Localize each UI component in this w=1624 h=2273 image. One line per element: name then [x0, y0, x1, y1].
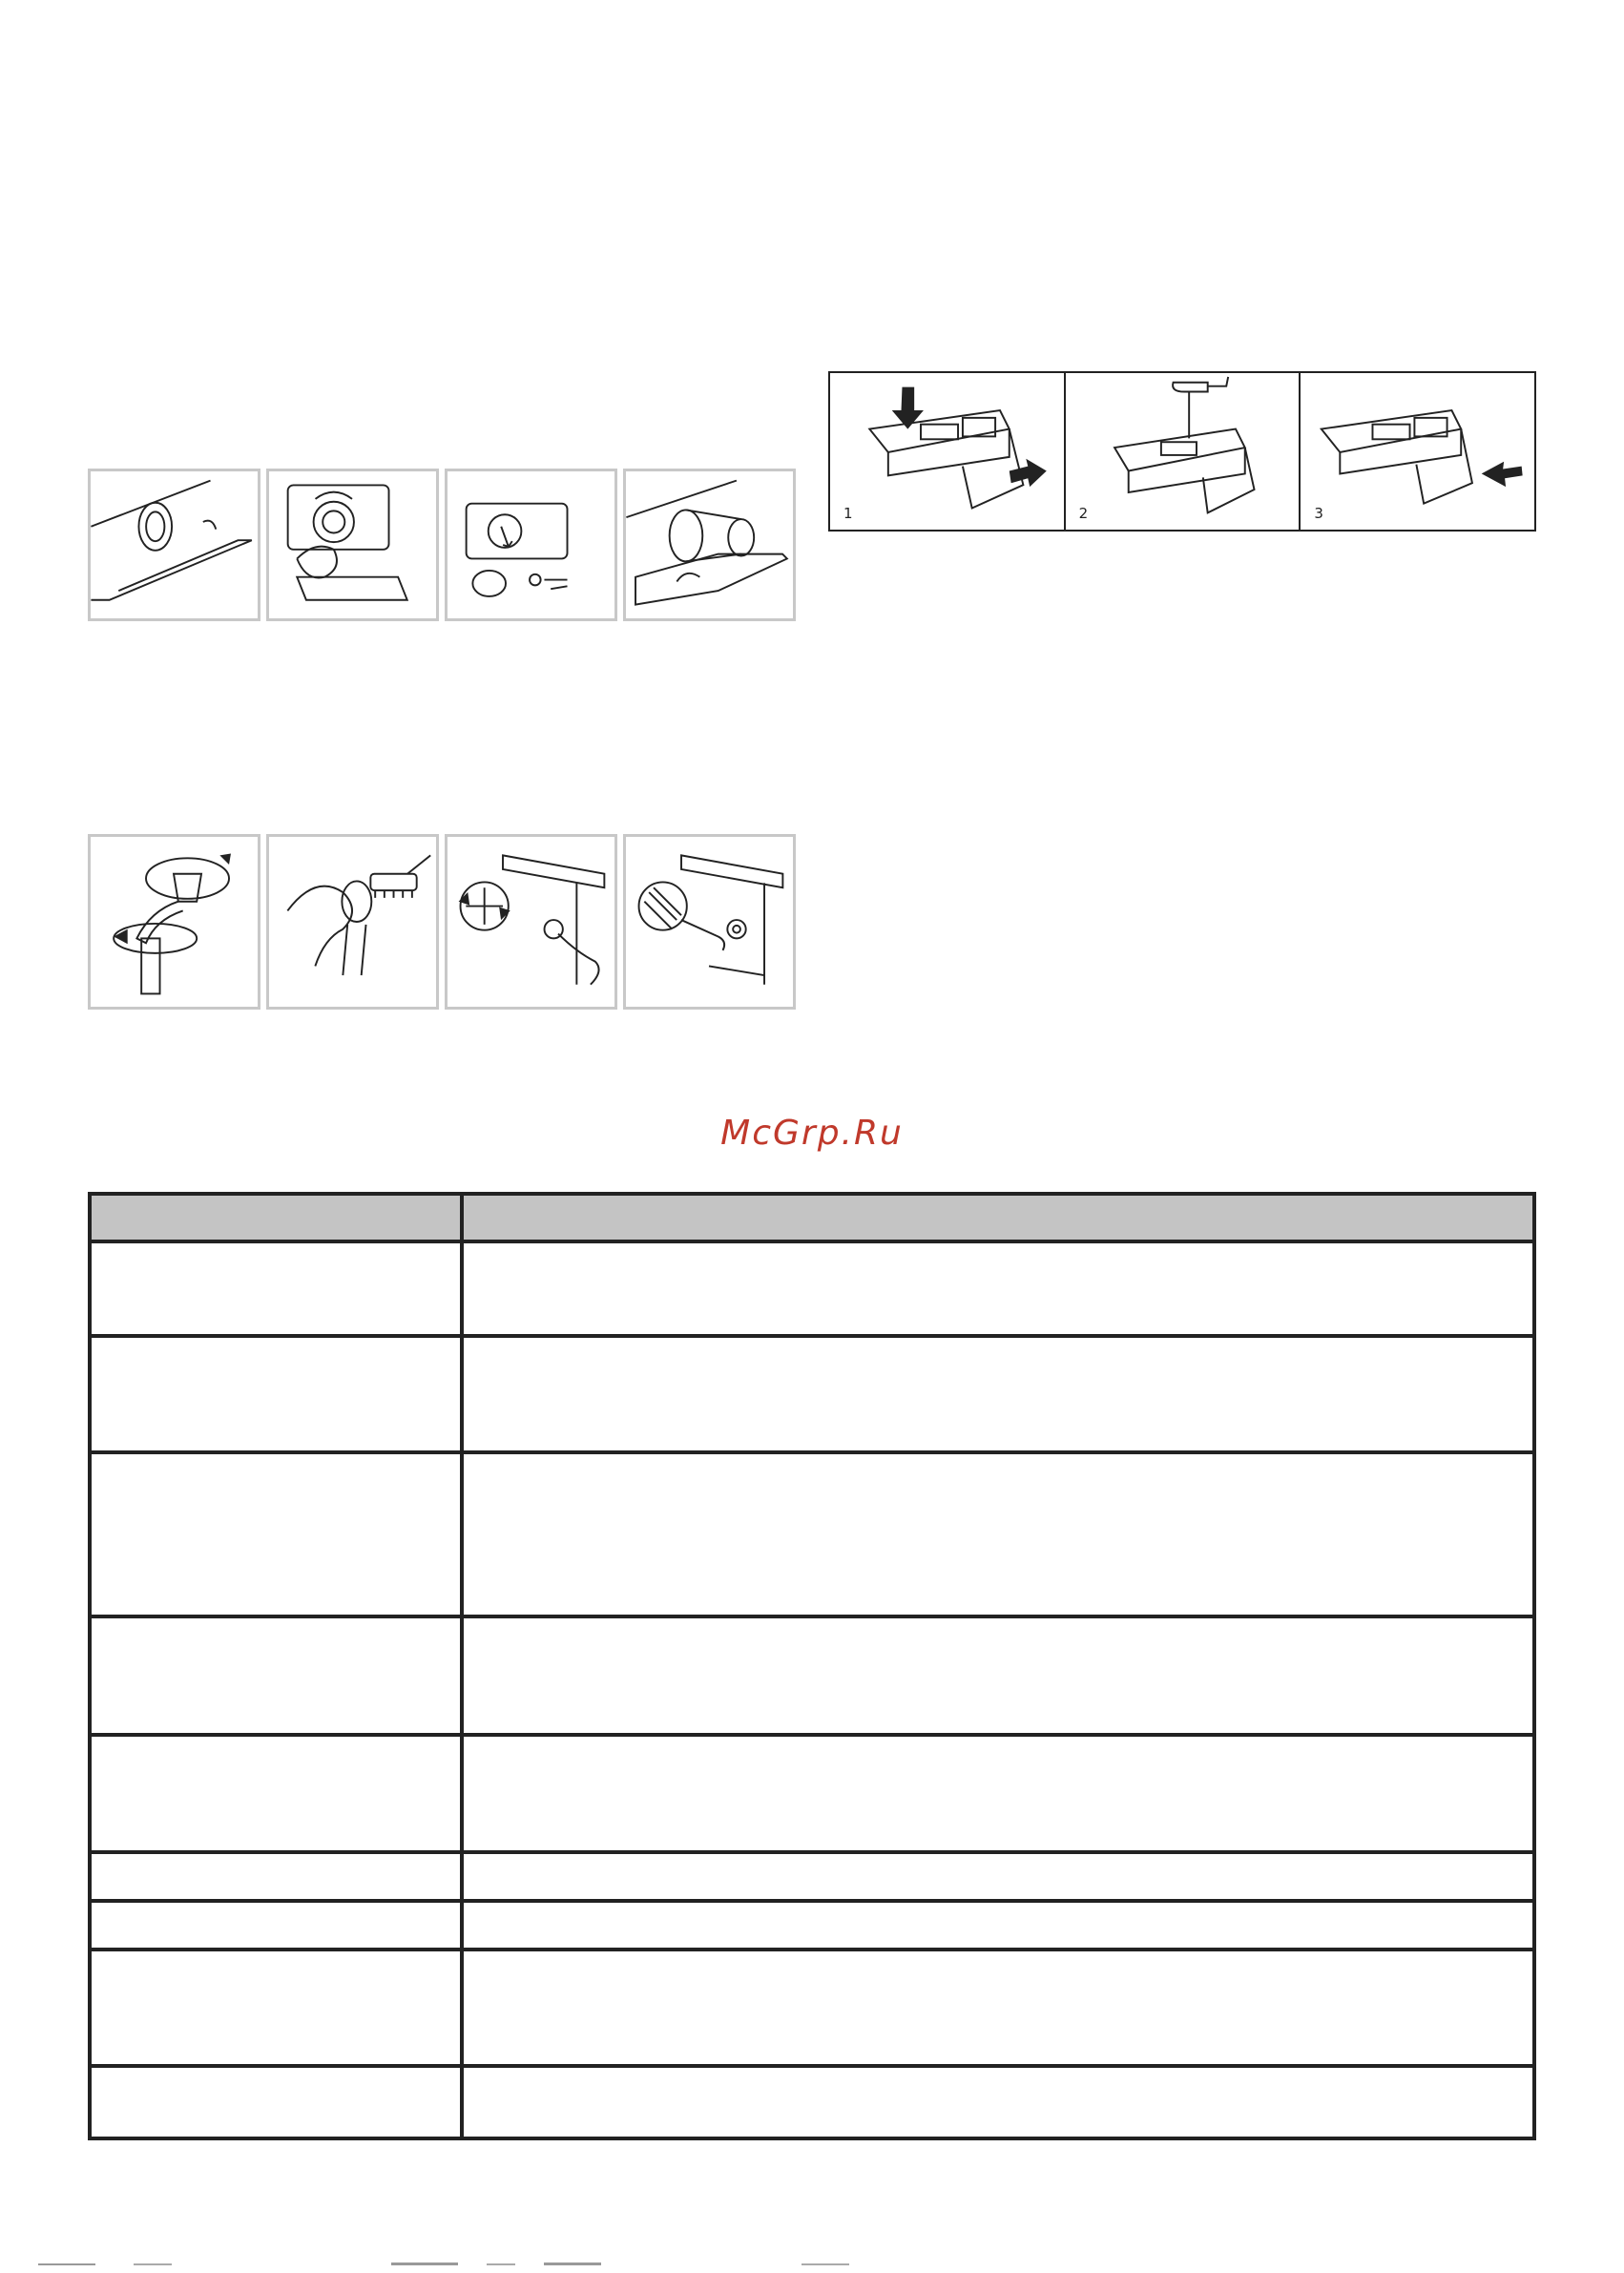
problem-cell: [92, 1618, 464, 1733]
inlet-valve-clean-icon: [626, 837, 793, 1007]
hose-step-3-illustration: [445, 834, 617, 1010]
problem-cell: [92, 1903, 464, 1948]
solution-cell: [464, 1243, 1532, 1334]
table-row: [92, 1737, 1532, 1854]
filter-drain-icon: [626, 471, 793, 618]
tap-unscrew-icon: [91, 837, 258, 1007]
table-row: [92, 1454, 1532, 1618]
problem-cell: [92, 1737, 464, 1850]
filter-step-1-illustration: [88, 469, 260, 621]
inlet-filter-brush-icon: [269, 837, 436, 1007]
solution-cell: [464, 1854, 1532, 1899]
drawer-step-3-number: 3: [1314, 505, 1323, 522]
filter-step-4-illustration: [623, 469, 796, 621]
problem-cell: [92, 1338, 464, 1450]
solution-cell: [464, 1951, 1532, 2064]
problem-cell: [92, 1454, 464, 1615]
table-header-row: [92, 1196, 1532, 1243]
hose-step-2-illustration: [266, 834, 439, 1010]
filter-remove-parts-icon: [448, 471, 614, 618]
problem-cell: [92, 2068, 464, 2137]
hose-connection-unscrew-icon: [448, 837, 614, 1007]
header-problem-cell: [92, 1196, 464, 1240]
filter-step-2-illustration: [266, 469, 439, 621]
drawer-insert-icon: [1301, 373, 1534, 530]
solution-cell: [464, 2068, 1532, 2137]
table-row: [92, 2068, 1532, 2137]
drawer-step-1: [830, 373, 1066, 530]
drawer-remove-icon: [830, 373, 1064, 530]
detergent-drawer-cleaning-strip: [828, 371, 1536, 532]
drawer-rinse-icon: [1066, 373, 1300, 530]
solution-cell: [464, 1338, 1532, 1450]
table-row: [92, 1951, 1532, 2068]
scan-artifact-marks: [38, 2262, 1469, 2267]
problem-cell: [92, 1951, 464, 2064]
drawer-step-3: [1301, 373, 1534, 530]
troubleshooting-table: [88, 1192, 1536, 2140]
table-row: [92, 1854, 1532, 1903]
problem-cell: [92, 1243, 464, 1334]
table-row: [92, 1903, 1532, 1951]
problem-cell: [92, 1854, 464, 1899]
hose-step-4-illustration: [623, 834, 796, 1010]
drawer-step-1-number: 1: [843, 505, 853, 522]
solution-cell: [464, 1618, 1532, 1733]
table-row: [92, 1618, 1532, 1737]
drawer-step-2-number: 2: [1078, 505, 1089, 522]
hose-step-1-illustration: [88, 834, 260, 1010]
solution-cell: [464, 1737, 1532, 1850]
drawer-step-2: [1066, 373, 1301, 530]
watermark: McGrp.Ru: [720, 1114, 904, 1153]
solution-cell: [464, 1454, 1532, 1615]
filter-unscrew-icon: [269, 471, 436, 618]
table-row: [92, 1243, 1532, 1338]
header-solution-cell: [464, 1196, 1532, 1240]
filter-cover-open-icon: [91, 471, 258, 618]
filter-step-3-illustration: [445, 469, 617, 621]
table-row: [92, 1338, 1532, 1454]
solution-cell: [464, 1903, 1532, 1948]
